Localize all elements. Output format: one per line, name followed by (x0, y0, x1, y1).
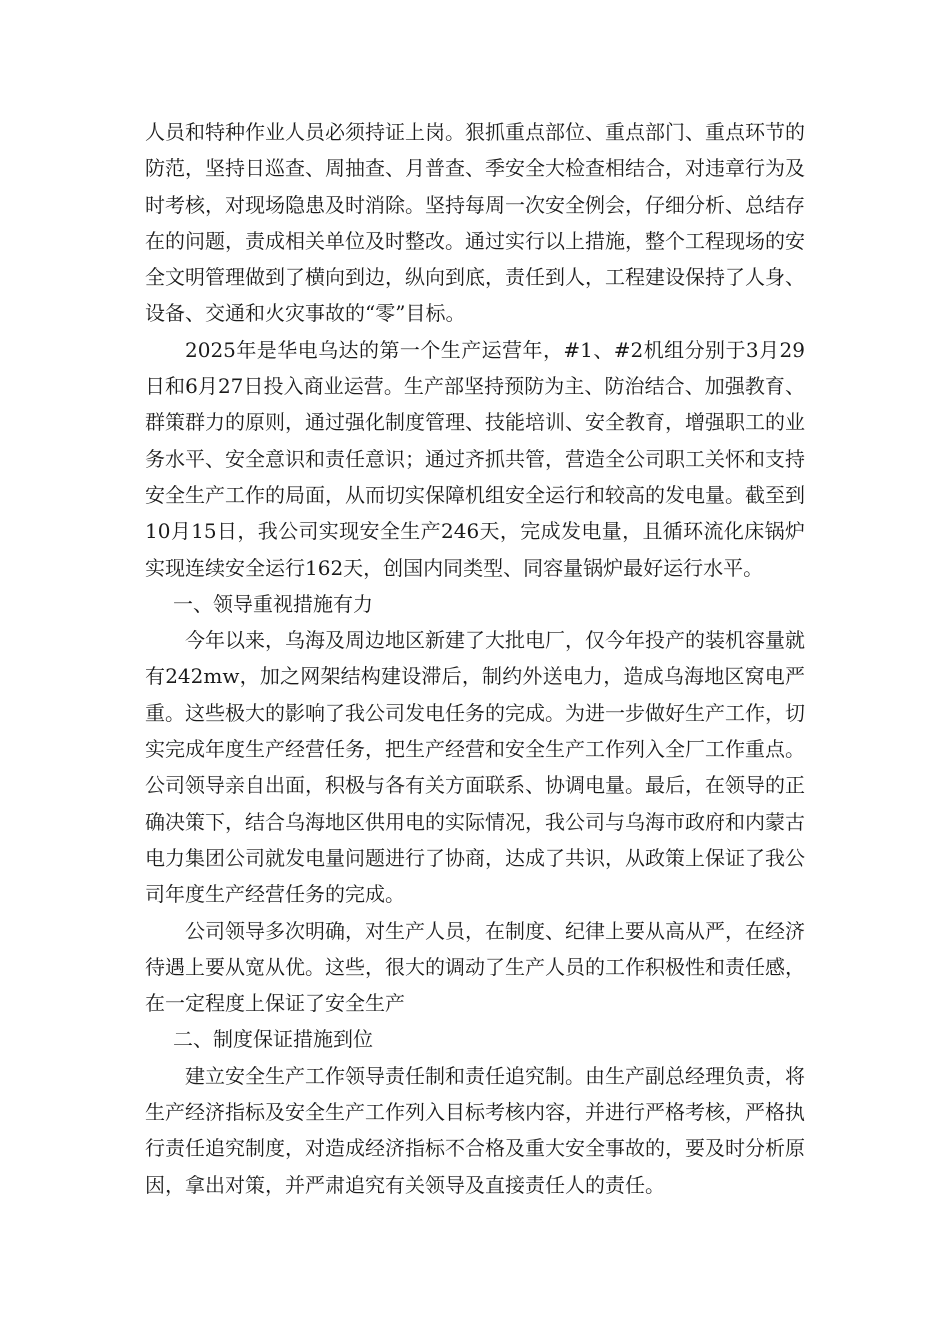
paragraph-safety-management: 人员和特种作业人员必须持证上岗。狠抓重点部位、重点部门、重点环节的防范，坚持日巡查、周抽查、月普查、季安全大检查相结合，对违章行为及时考核，对现场隐患及时消除。坚持每周一次安全例会，仔细分析、总结存在的问题，责成相关单位及时整改。通过实行以上措施，整个工程现场的安全文明管理做到了横向到边，纵向到底，责任到人，工程建设保持了人身、设备、交通和火灾事故的“零”目标。 (145, 120, 805, 326)
document-body (145, 114, 805, 1203)
paragraph-responsibility-system: 建立安全生产工作领导责任制和责任追究制。由生产副总经理负责，将生产经济指标及安全生产工作列入目标考核内容，并进行严格考核，严格执行责任追究制度，对造成经济指标不合格及重大安全事故的，要及时分析原因，拿出对策，并严肃追究有关领导及直接责任人的责任。 (145, 1063, 805, 1197)
paragraph-production-year: 2025年是华电乌达的第一个生产运营年，#1、#2机组分别于3月29日和6月27日投入商业运营。生产部坚持预防为主、防治结合、加强教育、群策群力的原则，通过强化制度管理、技能培训、安全教育，增强职工的业务水平、安全意识和责任意识；通过齐抓共管，营造全公司职工关怀和支持安全生产工作的局面，从而切实保障机组安全运行和较高的发电量。截至到10月15日，我公司实现安全生产246天，完成发电量，且循环流化床锅炉实现连续安全运行162天，创国内同类型、同容量锅炉最好运行水平。 (145, 337, 805, 580)
section-heading-leadership: 一、领导重视措施有力 (173, 591, 373, 616)
paragraph-leadership-policy: 公司领导多次明确，对生产人员，在制度、纪律上要从高从严，在经济待遇上要从宽从优。这些，很大的调动了生产人员的工作积极性和责任感，在一定程度上保证了安全生产 (145, 918, 805, 1016)
section-heading-institutions: 二、制度保证措施到位 (173, 1027, 373, 1052)
paragraph-leadership-measures: 今年以来，乌海及周边地区新建了大批电厂，仅今年投产的装机容量就有242mw，加之网架结构建设滞后，制约外送电力，造成乌海地区窝电严重。这些极大的影响了我公司发电任务的完成。为进一步做好生产工作，切实完成年度生产经营任务，把生产经营和安全生产工作列入全厂工作重点。公司领导亲自出面，积极与各有关方面联系、协调电量。最后，在领导的正确决策下，结合乌海地区供用电的实际情况，我公司与乌海市政府和内蒙古电力集团公司就发电量问题进行了协商，达成了共识，从政策上保证了我公司年度生产经营任务的完成。 (145, 628, 805, 907)
